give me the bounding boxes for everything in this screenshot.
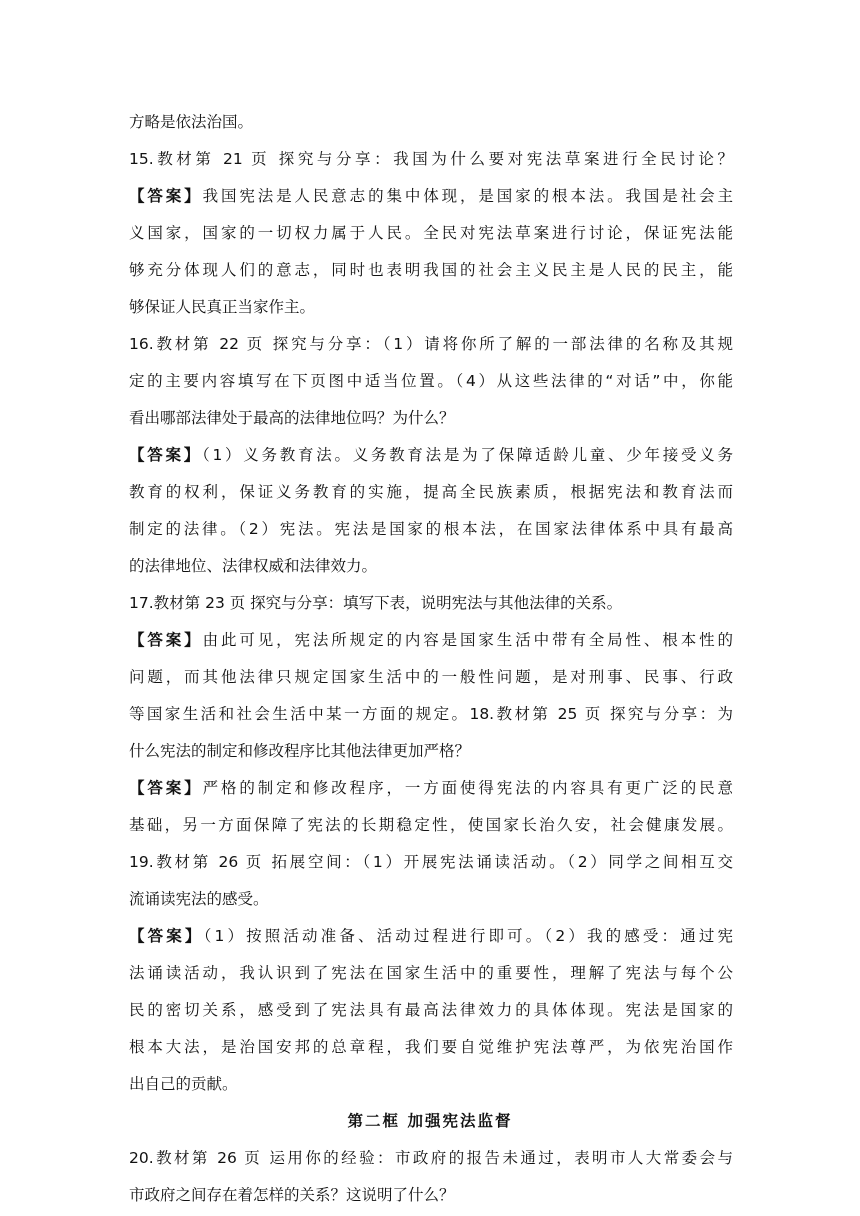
text-line: 够保证人民真正当家作主。 (129, 298, 316, 316)
text-line: 等国家生活和社会生活中某一方面的规定。18.教材第 25 页 探究与分享：为 (129, 705, 733, 723)
text-line: 法诵读活动，我认识到了宪法在国家生活中的重要性，理解了宪法与每个公 (129, 964, 733, 982)
section-heading: 第二框 加强宪法监督 (347, 1112, 513, 1130)
text-line: 制定的法律。（2）宪法。宪法是国家的根本法，在国家法律体系中具有最高 (129, 520, 733, 538)
question-17: 17.教材第 23 页 探究与分享：填写下表，说明宪法与其他法律的关系。 (129, 594, 623, 612)
answer-line (129, 777, 733, 799)
text-line: 根本大法，是治国安邦的总章程，我们要自觉维护宪法尊严，为依宪治国作 (129, 1038, 733, 1056)
question-19: 19.教材第 26 页 拓展空间：（1）开展宪法诵读活动。（2）同学之间相互交 (129, 853, 733, 871)
text-line: 的法律地位、法律权威和法律效力。 (129, 557, 378, 575)
answer-line (129, 925, 733, 947)
answer-tag: 【答案】 (129, 446, 202, 464)
answer-line (129, 185, 733, 207)
text-line: 义国家，国家的一切权力属于人民。全民对宪法草案进行讨论，保证宪法能 (129, 224, 733, 242)
answer-line (129, 444, 733, 466)
text-line: 方略是依法治国。 (129, 113, 254, 131)
text-line: 定的主要内容填写在下页图中适当位置。（4）从这些法律的“对话”中，你能 (129, 372, 733, 390)
text-line: 看出哪部法律处于最高的法律地位吗？为什么？ (129, 409, 455, 427)
text-line: 什么宪法的制定和修改程序比其他法律更加严格？ (129, 742, 471, 760)
text-line: 问题，而其他法律只规定国家生活中的一般性问题，是对刑事、民事、行政 (129, 668, 733, 686)
answer-tag: 【答案】 (129, 187, 203, 205)
text-line: 教育的权利，保证义务教育的实施，提高全民族素质，根据宪法和教育法而 (129, 483, 733, 501)
answer-text: 我国宪法是人民意志的集中体现，是国家的根本法。我国是社会主 (202, 187, 733, 205)
answer-tag: 【答案】 (129, 927, 204, 945)
text-line: 流诵读宪法的感受。 (129, 890, 269, 908)
text-line: 市政府之间存在着怎样的关系？这说明了什么？ (129, 1186, 455, 1204)
question-16: 16.教材第 22 页 探究与分享：（1）请将你所了解的一部法律的名称及其规 (129, 335, 733, 353)
answer-tag: 【答案】 (129, 631, 203, 649)
answer-text: （1）义务教育法。义务教育法是为了保障适龄儿童、少年接受义务 (201, 446, 733, 464)
question-20: 20.教材第 26 页 运用你的经验：市政府的报告未通过，表明市人大常委会与 (129, 1149, 733, 1167)
answer-text: 严格的制定和修改程序，一方面使得宪法的内容具有更广泛的民意 (202, 779, 733, 797)
answer-line (129, 629, 733, 651)
answer-text: 由此可见，宪法所规定的内容是国家生活中带有全局性、根本性的 (202, 631, 733, 649)
text-line: 基础，另一方面保障了宪法的长期稳定性，使国家长治久安，社会健康发展。 (129, 816, 733, 834)
text-line: 出自己的贡献。 (129, 1075, 238, 1093)
answer-text: （1）按照活动准备、活动过程进行即可。（2）我的感受：通过宪 (203, 927, 733, 945)
text-line: 够充分体现人们的意志，同时也表明我国的社会主义民主是人民的民主，能 (129, 261, 733, 279)
question-15: 15.教材第 21 页 探究与分享：我国为什么要对宪法草案进行全民讨论？ (129, 150, 733, 168)
text-line: 民的密切关系，感受到了宪法具有最高法律效力的具体体现。宪法是国家的 (129, 1001, 733, 1019)
answer-tag: 【答案】 (129, 779, 203, 797)
